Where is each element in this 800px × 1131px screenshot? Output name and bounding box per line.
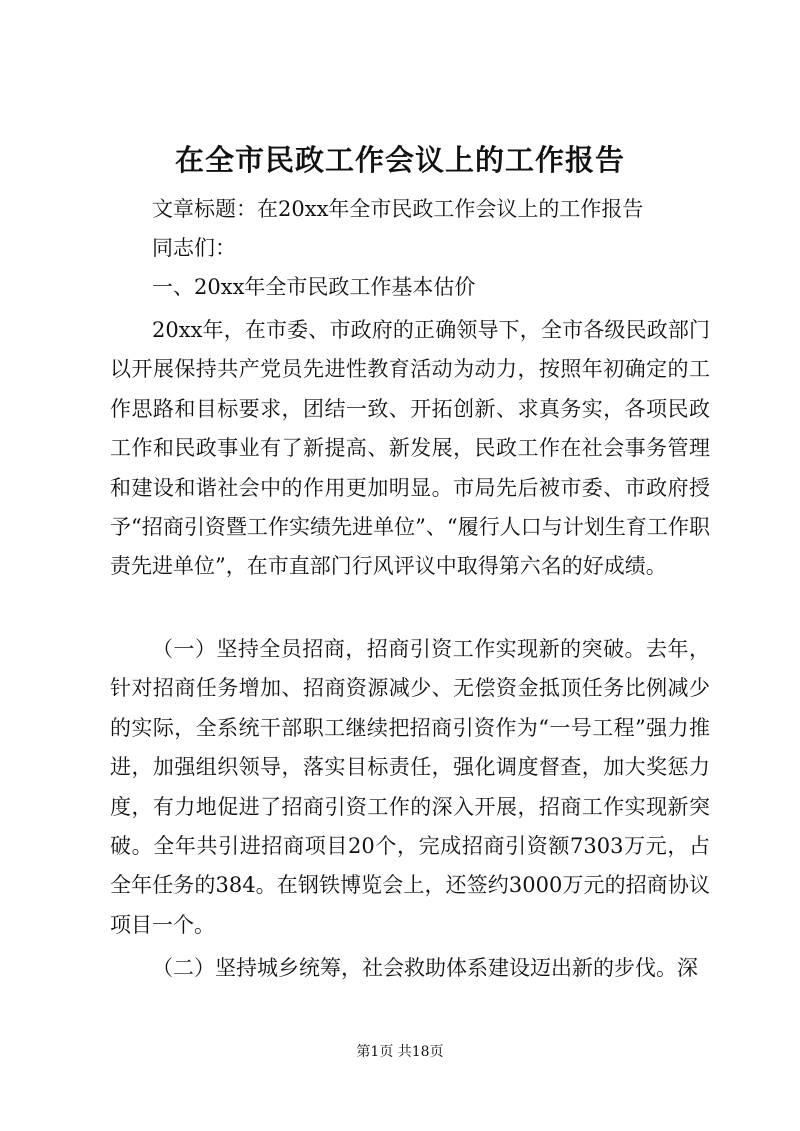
salutation: 同志们：	[152, 236, 236, 260]
paragraph-2: （一）坚持全员招商，招商引资工作实现新的突破。去年，针对招商任务增加、招商资源减少、无偿资金抵顶任务比例减少的实际，全系统干部职工继续把招商引资作为“一号工程”强力推进，加强组织领导，落实目标责任，强化调度督查，加大奖惩力度，有力地促进了招商引资工作的深入开展，招商工作实现新突破。全年共引进招商项目20个，完成招商引资额7303万元，占全年任务的384。在钢铁博览会上，还签约3000万元的招商协议项目一个。	[110, 637, 710, 937]
paragraph-1: 20xx年，在市委、市政府的正确领导下，全市各级民政部门以开展保持共产党员先进性教育活动为动力，按照年初确定的工作思路和目标要求，团结一致、开拓创新、求真务实，各项民政工作和民政事业有了新提高、新发展，民政工作在社会事务管理和建设和谐社会中的作用更加明显。市局先后被市委、市政府授予“招商引资暨工作实绩先进单位”、“履行人口与计划生育工作职责先进单位”，在市直部门行风评议中取得第六名的好成绩。	[110, 318, 710, 579]
page-footer: 第1页 共18页	[356, 1044, 444, 1060]
article-title-line: 文章标题：在20xx年全市民政工作会议上的工作报告	[152, 197, 644, 221]
paragraph-3: （二）坚持城乡统筹，社会救助体系建设迈出新的步伐。深	[152, 956, 698, 980]
section-heading: 一、20xx年全市民政工作基本估价	[152, 275, 476, 299]
document-title: 在全市民政工作会议上的工作报告	[174, 143, 625, 177]
